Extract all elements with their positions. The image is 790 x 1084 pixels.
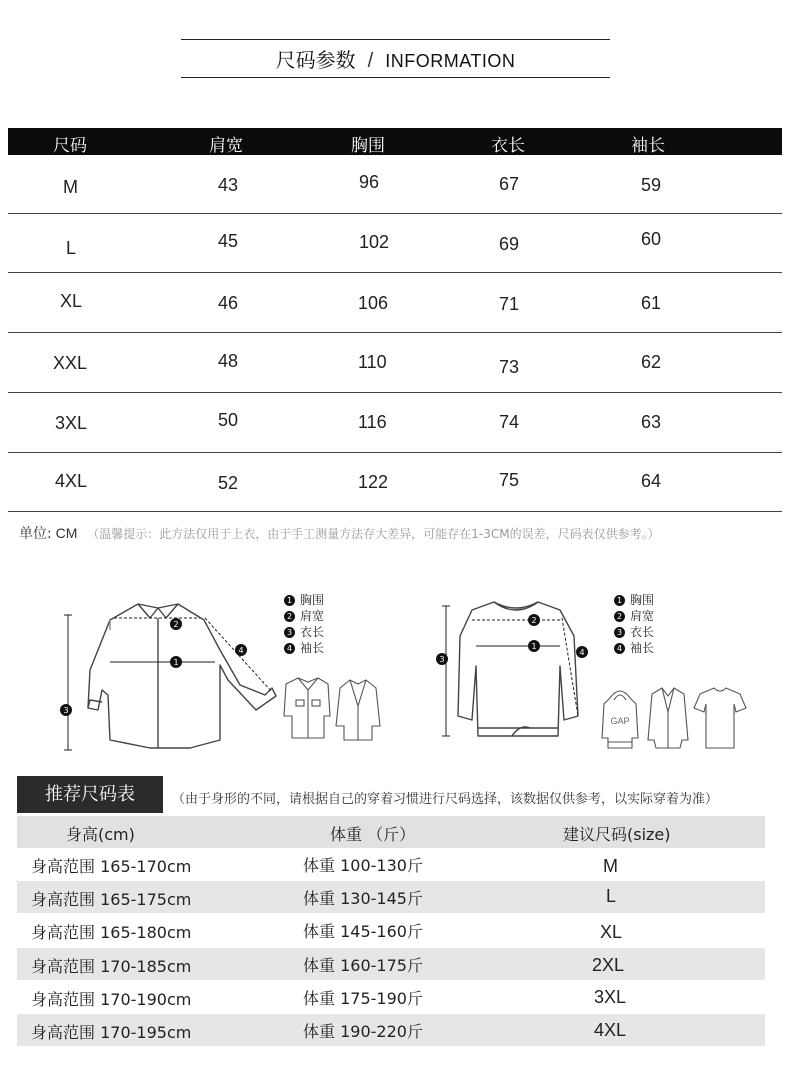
size-cell: 3XL <box>55 413 88 433</box>
sweater-measurement-diagram <box>432 596 602 751</box>
header-shoulder: 肩宽 <box>209 136 243 156</box>
legend-number: 1 <box>614 595 625 606</box>
legend-label: 胸围 <box>300 593 325 607</box>
size-cell: XL <box>60 291 83 311</box>
header-bottom-rule <box>181 77 610 78</box>
height-range: 身高范围 165-180cm <box>31 923 192 942</box>
header-chest: 胸围 <box>351 136 385 156</box>
chest-cell: 116 <box>358 412 387 432</box>
measurement-disclaimer: （温馨提示：此方法仅用于上衣，由于手工测量方法存大差异，可能存在1-3CM的误差，尺码表仅供参考。） <box>87 527 660 541</box>
sleeve-cell: 62 <box>641 352 662 372</box>
shoulder-cell: 50 <box>218 410 239 430</box>
title-en: INFORMATION <box>385 51 516 71</box>
legend-number: 4 <box>614 643 625 654</box>
suggested-size: 4XL <box>594 1020 627 1040</box>
row-divider <box>8 452 782 453</box>
legend-item <box>614 624 654 640</box>
suggested-size: M <box>603 856 618 876</box>
header-size: 尺码 <box>53 136 87 156</box>
sleeve-cell: 63 <box>641 412 662 432</box>
title-zh: 尺码参数 <box>275 48 356 72</box>
suggested-size: XL <box>600 922 623 942</box>
row-divider <box>8 213 782 214</box>
svg-text:3: 3 <box>439 655 445 664</box>
size-cell: 4XL <box>55 471 88 491</box>
height-range: 身高范围 170-195cm <box>31 1023 192 1042</box>
chest-cell: 106 <box>358 293 389 313</box>
header-weight: 体重 （斤） <box>330 825 416 844</box>
legend-item <box>284 608 324 624</box>
legend-item <box>614 592 654 608</box>
sleeve-cell: 64 <box>641 471 662 491</box>
hoodie-cardigan-tee-illustrations <box>600 682 750 752</box>
unit-value: CM <box>55 525 78 541</box>
unit-note <box>19 523 660 543</box>
weight-range: 体重 100-130斤 <box>303 856 423 875</box>
suggested-size: 3XL <box>594 987 627 1007</box>
weight-range: 体重 160-175斤 <box>303 956 423 975</box>
chest-cell: 110 <box>358 352 387 372</box>
height-range: 身高范围 165-170cm <box>31 857 192 876</box>
size-cell: M <box>63 177 78 197</box>
unit-label: 单位: <box>19 526 52 542</box>
sleeve-cell: 59 <box>641 175 662 195</box>
chest-cell: 96 <box>359 172 380 192</box>
svg-text:1: 1 <box>173 658 179 667</box>
weight-range: 体重 145-160斤 <box>303 922 423 941</box>
height-range: 身高范围 165-175cm <box>31 890 192 909</box>
shoulder-cell: 45 <box>218 231 239 251</box>
svg-text:3: 3 <box>63 706 69 715</box>
height-range: 身高范围 170-190cm <box>31 990 192 1009</box>
shoulder-cell: 52 <box>218 473 239 493</box>
svg-text:4: 4 <box>579 648 585 657</box>
height-range: 身高范围 170-185cm <box>31 957 192 976</box>
legend-item <box>614 608 654 624</box>
row-divider <box>8 272 782 273</box>
weight-range: 体重 190-220斤 <box>303 1022 423 1041</box>
chest-cell: 122 <box>358 472 389 492</box>
legend-label: 胸围 <box>630 593 655 607</box>
title-separator: / <box>367 50 374 72</box>
header-sleeve: 袖长 <box>631 136 665 156</box>
legend-number: 3 <box>614 627 625 638</box>
header-suggest-size: 建议尺码(size) <box>563 825 671 844</box>
length-cell: 73 <box>499 357 520 377</box>
size-cell: XXL <box>53 353 88 373</box>
sweater-legend <box>614 592 654 656</box>
legend-item <box>614 640 654 656</box>
shoulder-cell: 48 <box>218 351 239 371</box>
hoodie-print: GAP <box>610 716 630 726</box>
recommend-header <box>17 816 765 848</box>
row-divider <box>8 392 782 393</box>
shirt-measurement-diagram <box>50 590 290 760</box>
legend-label: 袖长 <box>630 641 655 655</box>
size-table-header <box>8 128 782 155</box>
header-length: 衣长 <box>491 136 525 156</box>
shoulder-cell: 43 <box>218 175 239 195</box>
legend-label: 衣长 <box>630 625 655 639</box>
jacket-illustrations <box>274 676 384 746</box>
recommend-note: （由于身形的不同，请根据自己的穿着习惯进行尺码选择，该数据仅供参考，以实际穿着为准） <box>172 792 719 807</box>
length-cell: 67 <box>499 174 520 194</box>
row-divider <box>8 332 782 333</box>
legend-number: 4 <box>284 643 295 654</box>
svg-text:2: 2 <box>531 616 537 625</box>
length-cell: 74 <box>499 412 520 432</box>
svg-text:2: 2 <box>173 620 179 629</box>
header-height: 身高(cm) <box>66 825 135 844</box>
weight-range: 体重 130-145斤 <box>303 889 423 908</box>
sleeve-cell: 61 <box>641 293 662 313</box>
legend-number: 3 <box>284 627 295 638</box>
suggested-size: L <box>606 886 617 906</box>
weight-range: 体重 175-190斤 <box>303 989 423 1008</box>
suggested-size: 2XL <box>592 955 625 975</box>
svg-text:4: 4 <box>238 646 244 655</box>
legend-item <box>284 592 324 608</box>
page-title <box>181 44 610 76</box>
legend-number: 1 <box>284 595 295 606</box>
shoulder-cell: 46 <box>218 293 239 313</box>
length-cell: 75 <box>499 470 520 490</box>
legend-label: 肩宽 <box>300 609 325 623</box>
length-cell: 69 <box>499 234 520 254</box>
length-cell: 71 <box>499 294 520 314</box>
legend-label: 肩宽 <box>630 609 655 623</box>
legend-number: 2 <box>614 611 625 622</box>
row-divider <box>8 511 782 512</box>
svg-text:1: 1 <box>531 642 537 651</box>
size-cell: L <box>66 238 77 258</box>
legend-item <box>284 624 324 640</box>
legend-item <box>284 640 324 656</box>
header-top-rule <box>181 39 610 40</box>
sleeve-cell: 60 <box>641 229 662 249</box>
legend-number: 2 <box>284 611 295 622</box>
legend-label: 袖长 <box>300 641 325 655</box>
chest-cell: 102 <box>359 232 390 252</box>
shirt-legend <box>284 592 324 656</box>
legend-label: 衣长 <box>300 625 325 639</box>
recommend-title: 推荐尺码表 <box>17 776 163 813</box>
